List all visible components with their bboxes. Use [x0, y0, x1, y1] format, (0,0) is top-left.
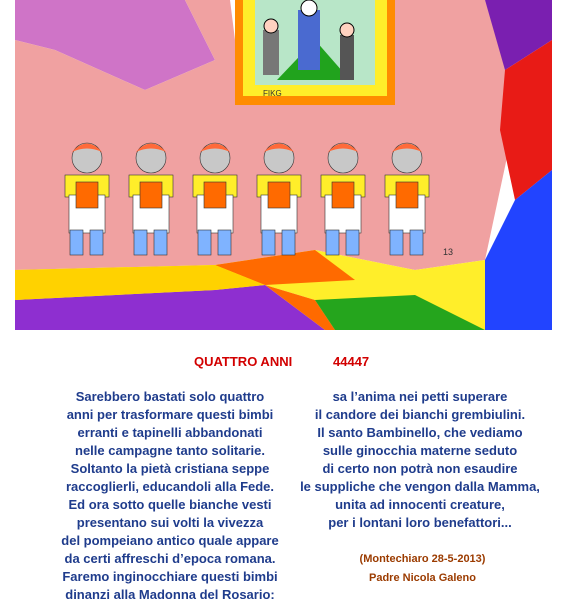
- poem-line-left: Faremo inginocchiare questi bimbi: [62, 569, 278, 584]
- poem-line-left: dinanzi alla Madonna del Rosario:: [65, 587, 275, 602]
- poem-line-left: presentano sui volti la vivezza: [76, 515, 264, 530]
- poem-line-left: nelle campagne tanto solitarie.: [75, 443, 265, 458]
- poem-title: QUATTRO ANNI: [194, 354, 293, 369]
- poem-line-left: Sarebbero bastati solo quattro: [75, 389, 265, 404]
- poem-line-right: per i lontani loro benefattori...: [328, 515, 512, 530]
- poem-line-right: Il santo Bambinello, che vediamo: [317, 425, 523, 440]
- poem-line-left: Soltanto la pietà cristiana seppe: [70, 461, 270, 476]
- framed-madonna-painting: [235, 0, 395, 105]
- poem-right-column: [290, 388, 550, 532]
- poem-line-left: Ed ora sotto quelle bianche vesti: [68, 497, 272, 512]
- poem-number: 44447: [333, 354, 370, 369]
- author-name: Padre Nicola Galeno: [369, 572, 476, 584]
- poem-left-column: [50, 388, 290, 604]
- poem-line-left: anni per trasformare questi bimbi: [66, 407, 274, 422]
- poem-line-right: sulle ginocchia materne seduto: [322, 443, 518, 458]
- date-line: (Montechiaro 28-5-2013): [359, 553, 486, 565]
- poem-line-left: raccoglierli, educandoli alla Fede.: [65, 479, 275, 494]
- poem-line-left: erranti e tapinelli abbandonati: [77, 425, 263, 440]
- poem-line-right: unita ad innocenti creature,: [335, 497, 505, 512]
- poem-line-right: le suppliche che vengon dalla Mamma,: [300, 479, 540, 494]
- illustration-number: 13: [443, 247, 454, 257]
- poem-line-right: sa l’anima nei petti superare: [332, 389, 508, 404]
- poem-line-right: di certo non potrà non esaudire: [322, 461, 518, 476]
- title-row: [0, 354, 574, 374]
- illustration: [15, 0, 552, 330]
- poem-line-right: il candore dei bianchi grembiulini.: [314, 407, 526, 422]
- frame-caption: FIKG: [263, 89, 282, 98]
- poem-line-left: da certi affreschi d’epoca romana.: [64, 551, 276, 566]
- poem-line-left: del pompeiano antico quale appare: [61, 533, 279, 548]
